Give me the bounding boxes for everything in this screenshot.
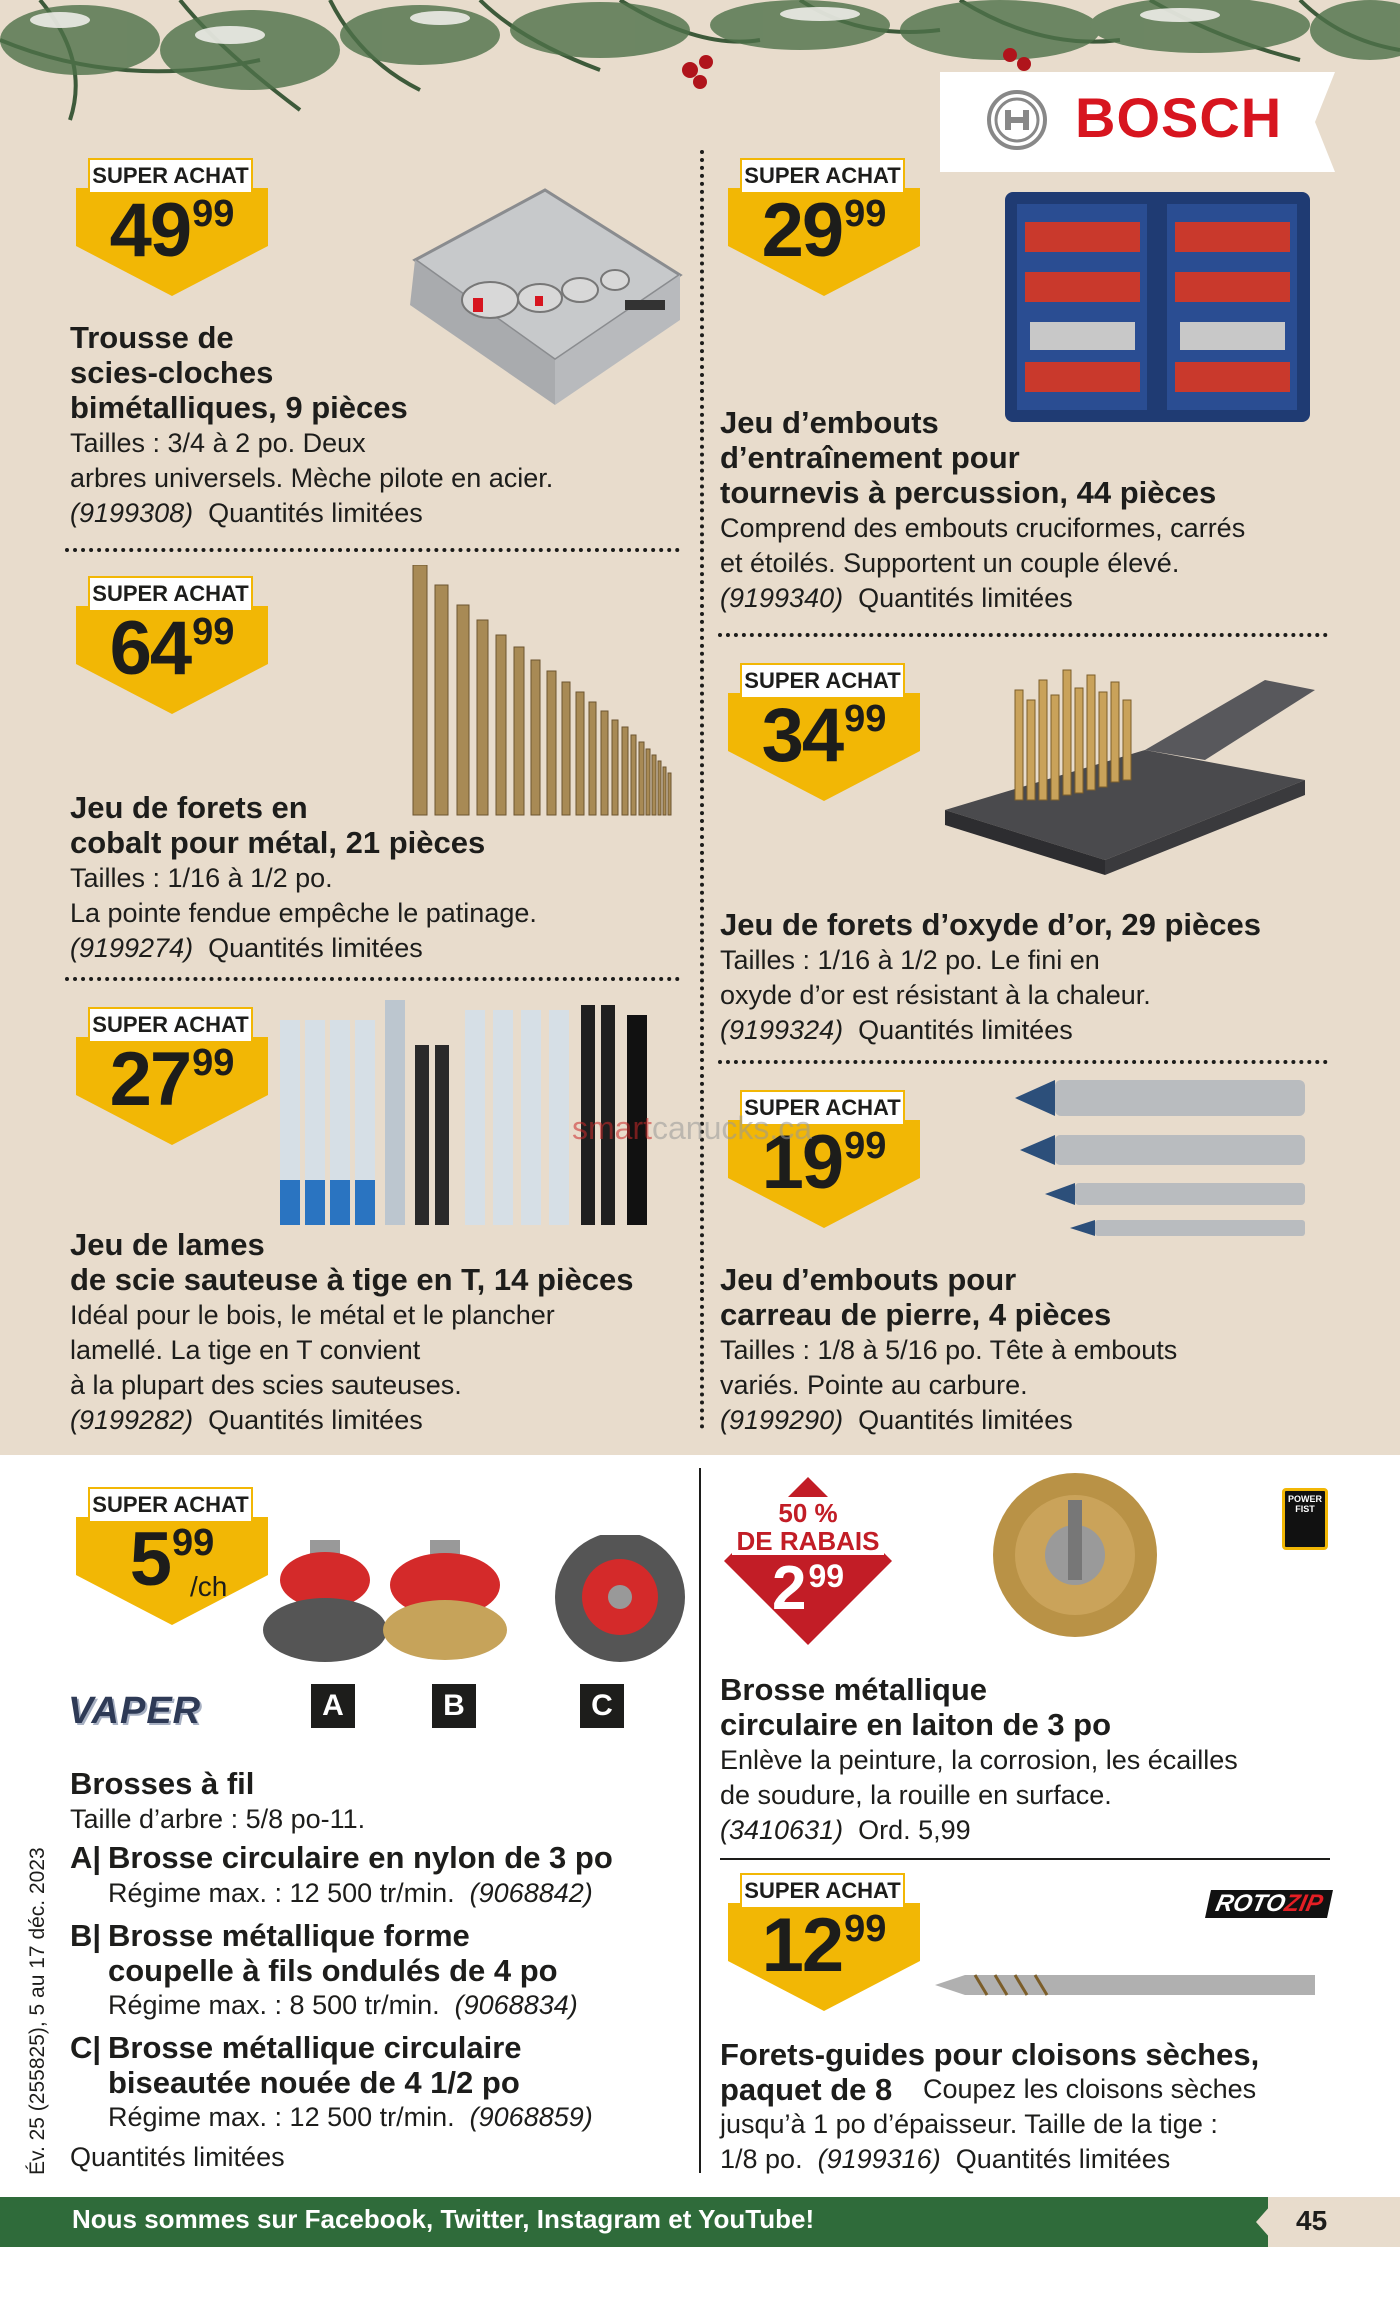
price-badge: [740, 1873, 920, 2003]
label-a: A: [311, 1684, 355, 1728]
price-badge: [88, 1007, 268, 1137]
regular-price: Ord. 5,99: [858, 1815, 971, 1845]
item-rpm: Régime max. : 12 500 tr/min. (9068842): [108, 1878, 593, 1908]
product-description: Idéal pour le bois, le métal et le plancher lamellé. La tige en T convient à la plupart des scies sauteuses. (9199282) Quantités limitées: [70, 1300, 555, 1435]
brand-name: BOSCH: [1075, 86, 1283, 149]
sku: (9199282): [70, 1405, 194, 1435]
price: 64 99: [109, 606, 235, 691]
price-badge: [740, 158, 920, 288]
label-b: B: [432, 1684, 476, 1728]
sku: (9199340): [720, 583, 844, 613]
arbor-size: Taille d’arbre : 5/8 po-11.: [70, 1804, 366, 1834]
tile-bits-image: [1015, 1075, 1315, 1245]
social-media-text: Nous sommes sur Facebook, Twitter, Instagram et YouTube!: [72, 2204, 815, 2234]
limited-note: Quantités limitées: [955, 2144, 1171, 2174]
product-title: Jeu de forets en cobalt pour métal, 21 pièces: [70, 790, 486, 860]
rotozip-logo: ROTOZIP: [1205, 1890, 1333, 1918]
product-title: Brosse métallique circulaire en laiton de 3 po: [720, 1672, 1112, 1742]
price: 27 99: [109, 1037, 235, 1122]
bosch-logo-icon: [985, 88, 1049, 152]
item-name: Brosse métallique circulaire biseautée nouée de 4 1/2 po: [108, 2030, 522, 2100]
hole-saw-kit-image: [395, 180, 685, 420]
gold-oxide-drill-case-image: [945, 660, 1325, 875]
super-achat-tag: SUPER ACHAT: [740, 1090, 905, 1126]
price-badge: [88, 1487, 268, 1617]
super-achat-tag: SUPER ACHAT: [740, 663, 905, 699]
row-divider: [65, 548, 680, 552]
price: 19 99: [761, 1120, 887, 1205]
limited-note: Quantités limitées: [208, 498, 423, 528]
product-title: Brosses à fil: [70, 1766, 255, 1801]
item-rpm: Régime max. : 8 500 tr/min. (9068834): [108, 1990, 578, 2020]
product-title: Forets-guides pour cloisons sèches,: [720, 2037, 1260, 2072]
product-title: Jeu de lames de scie sauteuse à tige en T, 14 pièces: [70, 1227, 634, 1297]
column-divider: [700, 150, 704, 1430]
product-description: Tailles : 1/16 à 1/2 po. La pointe fendue empêche le patinage. (9199274) Quantités limitées: [70, 863, 537, 963]
discount-badge: 50 % DE RABAIS 2 99: [722, 1475, 894, 1647]
product-description: Enlève la peinture, la corrosion, les écailles de soudure, la rouille en surface. (3410631) Ord. 5,99: [720, 1745, 1238, 1845]
sku: (9068842): [469, 1878, 593, 1908]
price: 34 99: [761, 693, 887, 778]
price: 5 99 /ch: [129, 1517, 228, 1602]
product-description: Tailles : 1/16 à 1/2 po. Le fini en oxyde d’or est résistant à la chaleur. (9199324) Quantités limitées: [720, 945, 1151, 1045]
sku: (3410631): [720, 1815, 844, 1845]
sku: (9199316): [817, 2144, 941, 2174]
item-name: Brosse circulaire en nylon de 3 po: [108, 1840, 613, 1875]
row-divider: [720, 1858, 1330, 1860]
product-description: Tailles : 1/8 à 5/16 po. Tête à embouts variés. Pointe au carbure. (9199290) Quantités limitées: [720, 1335, 1178, 1435]
price: 49 99: [109, 188, 235, 273]
price-badge: [88, 158, 268, 288]
limited-note: Quantités limitées: [858, 1015, 1073, 1045]
item-prefix: B|: [70, 1918, 102, 1953]
product-title: Trousse de scies-cloches bimétalliques, 9 pièces: [70, 320, 408, 425]
super-achat-tag: SUPER ACHAT: [88, 576, 253, 612]
product-description: jusqu’à 1 po d’épaisseur. Taille de la tige : 1/8 po. (9199316) Quantités limitées: [720, 2109, 1218, 2174]
watermark: smartcanucks.ca: [572, 1110, 813, 1146]
super-achat-tag: SUPER ACHAT: [740, 1873, 905, 1909]
limited-note: Quantités limitées: [70, 2142, 285, 2172]
power-fist-logo: POWER FIST: [1282, 1488, 1328, 1550]
item-name: Brosse métallique forme coupelle à fils ondulés de 4 po: [108, 1918, 558, 1988]
column-divider: [699, 1468, 701, 2173]
page-number: 45: [1296, 2205, 1328, 2236]
limited-note: Quantités limitées: [858, 583, 1073, 613]
price: 29 99: [761, 188, 887, 273]
sku: (9199324): [720, 1015, 844, 1045]
cobalt-drill-bits-image: [405, 565, 675, 820]
price-badge: [88, 576, 268, 706]
super-achat-tag: SUPER ACHAT: [88, 1487, 253, 1523]
product-title: Jeu de forets d’oxyde d’or, 29 pièces: [720, 907, 1261, 942]
item-rpm: Régime max. : 12 500 tr/min. (9068859): [108, 2102, 593, 2132]
price: 2 99: [771, 1554, 845, 1623]
sku: (9199308): [70, 498, 194, 528]
product-description: Comprend des embouts cruciformes, carrés et étoilés. Supportent un couple élevé. (9199340) Quantités limitées: [720, 513, 1246, 613]
row-divider: [718, 1060, 1328, 1064]
vaper-logo: VAPER: [68, 1690, 202, 1732]
limited-note: Quantités limitées: [208, 933, 423, 963]
sku: (9068834): [454, 1990, 578, 2020]
super-achat-tag: SUPER ACHAT: [88, 1007, 253, 1043]
sku: (9068859): [469, 2102, 593, 2132]
price-badge: [740, 663, 920, 793]
super-achat-tag: SUPER ACHAT: [740, 158, 905, 194]
brass-wire-wheel-image: [990, 1470, 1160, 1640]
driver-bit-case-image: [1005, 192, 1310, 422]
price: 12 99: [761, 1903, 887, 1988]
super-achat-tag: SUPER ACHAT: [88, 158, 253, 194]
drywall-bit-image: [935, 1965, 1315, 2005]
limited-note: Quantités limitées: [208, 1405, 423, 1435]
item-prefix: C|: [70, 2030, 102, 2065]
sku: (9199274): [70, 933, 194, 963]
wire-brushes-image: [262, 1535, 687, 1665]
row-divider: [65, 977, 680, 981]
item-prefix: A|: [70, 1840, 102, 1875]
product-description: Tailles : 3/4 à 2 po. Deux arbres universels. Mèche pilote en acier. (9199308) Quantités limitées: [70, 428, 554, 528]
sku: (9199290): [720, 1405, 844, 1435]
product-title: Jeu d’embouts d’entraînement pour tournevis à percussion, 44 pièces: [720, 405, 1217, 510]
label-c: C: [580, 1684, 624, 1728]
product-title: Jeu d’embouts pour carreau de pierre, 4 pièces: [720, 1262, 1112, 1332]
limited-note: Quantités limitées: [858, 1405, 1073, 1435]
page-number-tab: [1268, 2197, 1400, 2247]
event-date-sidebar: Év. 25 (255825), 5 au 17 déc. 2023: [26, 1847, 49, 2175]
row-divider: [718, 633, 1328, 637]
